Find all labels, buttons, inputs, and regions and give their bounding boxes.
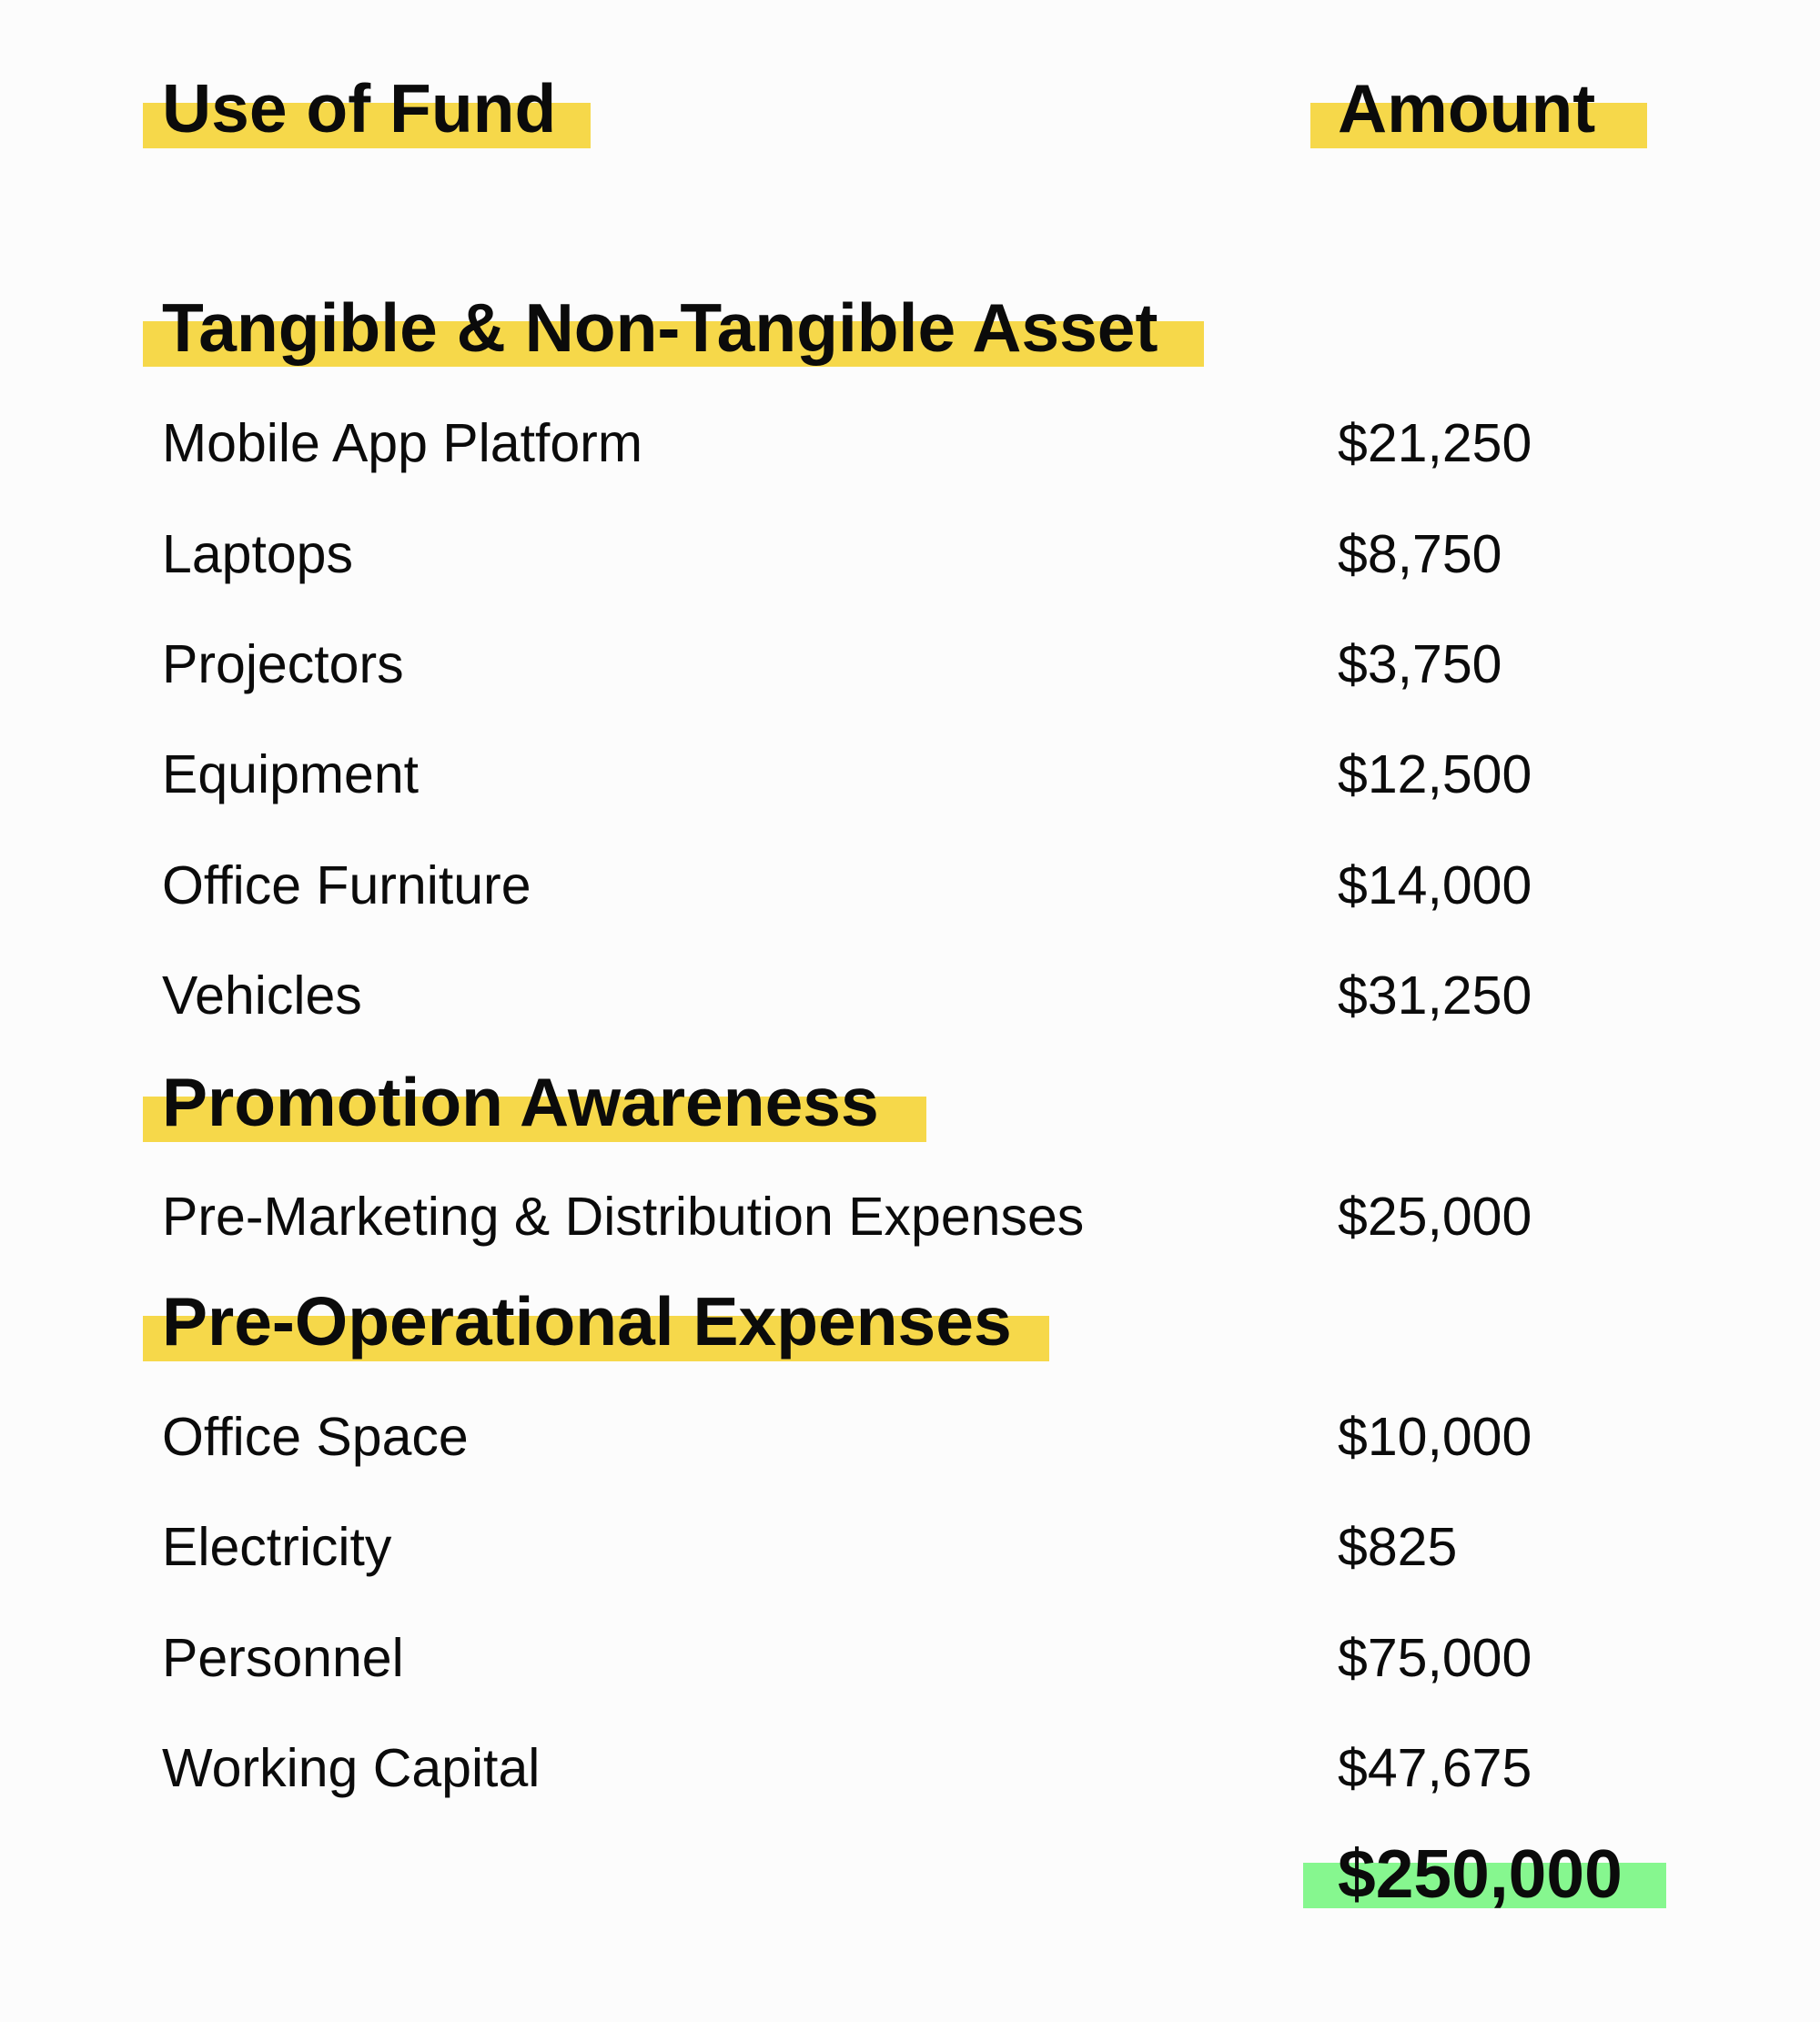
item-office-space: Office Space	[162, 1407, 469, 1467]
item-office-furniture: Office Furniture	[162, 855, 531, 915]
section-title-pre-operational: Pre-Operational Expenses	[162, 1283, 1012, 1360]
amount-heading: Amount	[1338, 70, 1596, 147]
amount-mobile-app-platform: $21,250	[1338, 413, 1532, 473]
amount-office-furniture: $14,000	[1338, 855, 1532, 915]
item-working-capital: Working Capital	[162, 1738, 541, 1798]
item-personnel: Personnel	[162, 1628, 404, 1688]
section-title-tangible: Tangible & Non-Tangible Asset	[162, 289, 1158, 366]
amount-laptops: $8,750	[1338, 524, 1502, 584]
item-projectors: Projectors	[162, 634, 404, 694]
item-vehicles: Vehicles	[162, 966, 362, 1026]
amount-projectors: $3,750	[1338, 634, 1502, 694]
item-pre-marketing: Pre-Marketing & Distribution Expenses	[162, 1187, 1085, 1247]
use-of-fund-heading: Use of Fund	[162, 70, 557, 147]
item-equipment: Equipment	[162, 744, 420, 804]
amount-personnel: $75,000	[1338, 1628, 1532, 1688]
item-laptops: Laptops	[162, 524, 353, 584]
amount-equipment: $12,500	[1338, 744, 1532, 804]
item-mobile-app-platform: Mobile App Platform	[162, 413, 642, 473]
amount-office-space: $10,000	[1338, 1407, 1532, 1467]
amount-working-capital: $47,675	[1338, 1738, 1532, 1798]
amount-electricity: $825	[1338, 1517, 1458, 1577]
item-electricity: Electricity	[162, 1517, 392, 1577]
amount-vehicles: $31,250	[1338, 966, 1532, 1026]
section-title-promotion: Promotion Awareness	[162, 1064, 879, 1140]
amount-pre-marketing: $25,000	[1338, 1187, 1532, 1247]
total-amount: $250,000	[1338, 1835, 1623, 1912]
